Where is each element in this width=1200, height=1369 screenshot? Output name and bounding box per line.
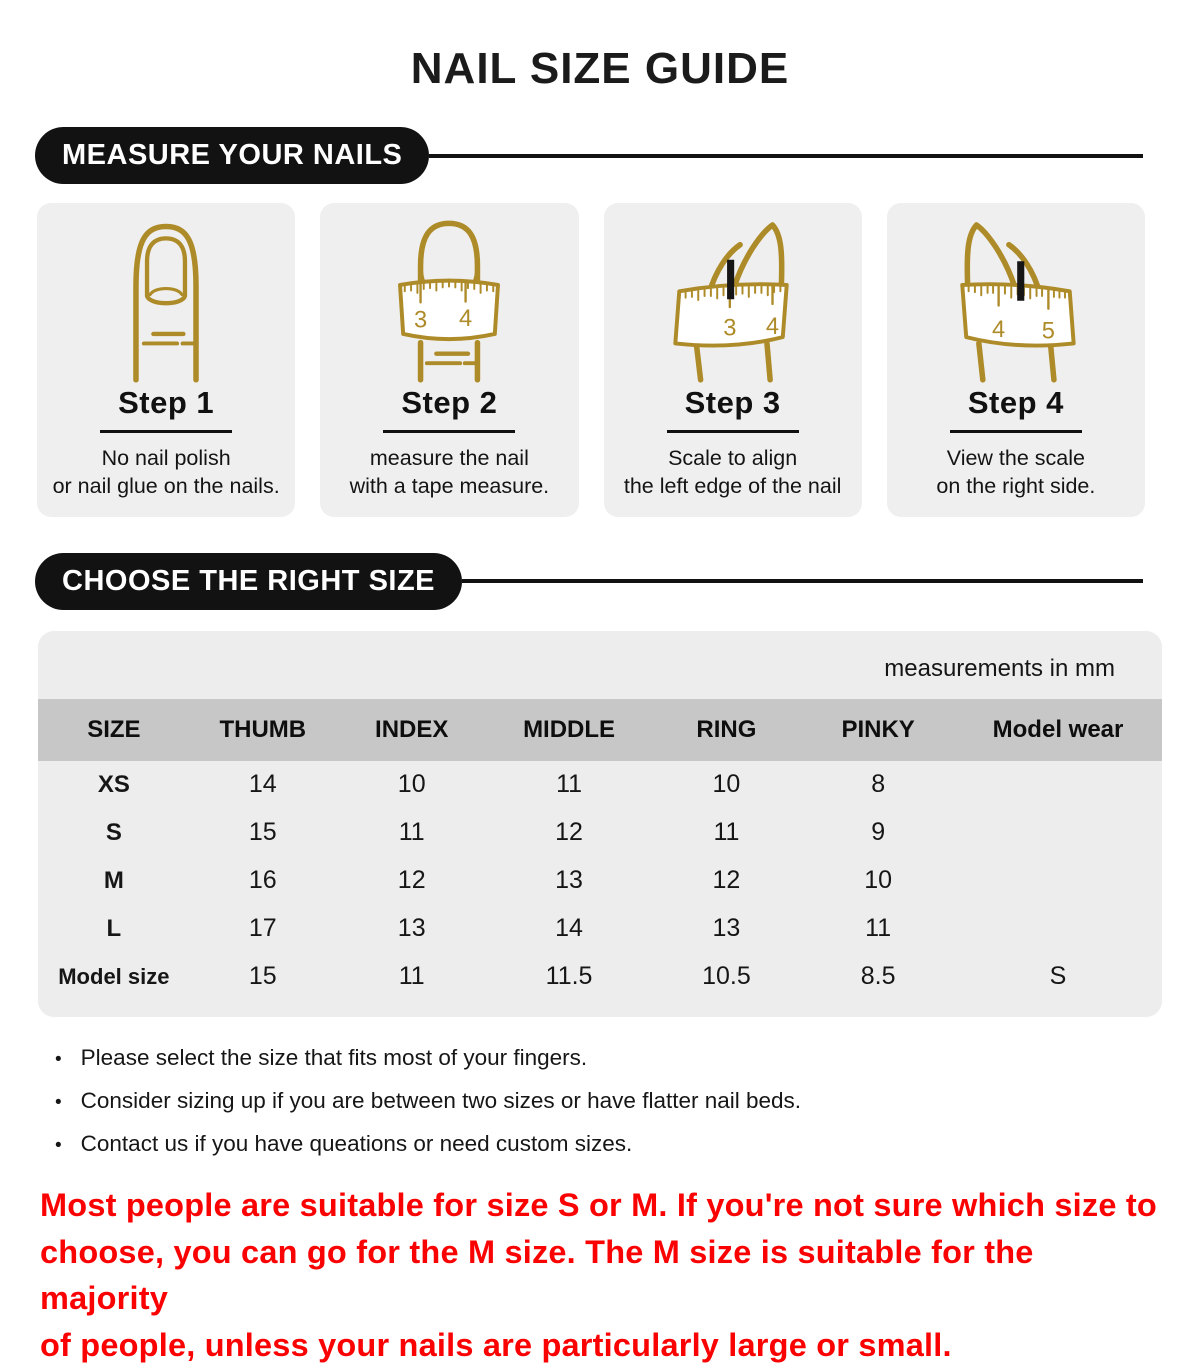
column-header-pinky: PINKY [841,715,915,743]
cell-value: 10 [864,866,893,895]
step-desc-line: the left edge of the nail [623,474,842,499]
cell-value: 10 [397,770,426,799]
ruler-number: 3 [414,307,428,334]
cell-value: 15 [248,818,277,847]
column-header-thumb: THUMB [219,715,307,743]
column-header-model-wear: Model wear [992,715,1124,743]
bullet-icon: • [55,1091,62,1113]
sizing-notes-list [55,1045,1200,1157]
measure-your-nails-label: MEASURE YOUR NAILS [35,127,429,184]
step-desc-line: or nail glue on the nails. [52,474,280,499]
cell-value: 11.5 [545,962,593,991]
size-label: S [105,818,122,846]
cell-value: 12 [712,866,741,895]
step-title: Step 1 [118,385,215,420]
unit-note: measurements in mm [884,654,1115,682]
ruler-number: 4 [765,313,779,340]
table-row-xs [38,761,1162,809]
column-header-middle: MIDDLE [523,715,616,743]
step-title: Step 3 [684,385,781,420]
step-card-4 [887,203,1145,517]
note-item [55,1131,1200,1157]
cell-value: 12 [555,818,583,847]
step-desc-line: View the scale [946,446,1085,470]
measure-steps-row [37,203,1145,517]
column-header-ring: RING [696,715,757,743]
cell-value: 8 [871,770,886,799]
column-header-index: INDEX [375,715,449,743]
choose-section-header [35,553,1200,610]
ruler-number: 3 [722,315,737,342]
step-title-underline [667,430,799,433]
table-row-model-size [38,953,1162,1001]
warning-line: Most people are suitable for size S or M. If you're not sure which size to [40,1186,1157,1223]
note-text: Contact us if you have queations or need custom sizes. [80,1130,633,1156]
cell-value: 16 [248,866,277,895]
step-description [610,444,856,501]
choose-the-right-size-label: CHOOSE THE RIGHT SIZE [35,553,462,610]
size-table-container [38,631,1162,1017]
page-title: NAIL SIZE GUIDE [410,44,790,93]
step-title: Step 2 [401,385,498,420]
size-label: Model size [58,963,170,989]
step-desc-line: measure the nail [369,446,529,470]
step-description [893,444,1139,501]
warning-line: of people, unless your nails are particularly large or small. [40,1327,952,1364]
table-row-m [38,857,1162,905]
cell-value [954,761,1162,809]
note-text: Please select the size that fits most of your fingers. [80,1044,588,1070]
size-label: XS [97,770,130,798]
cell-value: 10.5 [702,962,751,991]
table-row-l [38,905,1162,953]
note-text: Consider sizing up if you are between two sizes or have flatter nail beds. [80,1087,802,1113]
cell-value: 13 [712,914,741,943]
step-description [326,444,572,501]
step-title-underline [100,430,232,433]
warning-line: choose, you can go for the M size. The M size is suitable for the majority [40,1233,1034,1317]
finger-with-tape-measure-icon [370,217,528,383]
step-card-3 [604,203,862,517]
cell-value: 14 [248,770,277,799]
measure-section-header [35,127,1200,184]
cell-value: 11 [556,770,583,799]
cell-value: 10 [712,770,741,799]
ruler-number: 4 [991,317,1006,344]
size-table [38,699,1162,1001]
cell-value: 9 [871,818,886,847]
cell-value: 17 [248,914,277,943]
cell-value: 12 [397,866,426,895]
cell-value [954,809,1162,857]
column-header-size: SIZE [87,715,141,743]
cell-value: S [1049,962,1067,991]
step-desc-line: with a tape measure. [349,474,550,499]
step-desc-line: Scale to align [668,446,798,470]
section-divider-line [462,579,1143,583]
bare-finger-nail-icon [87,217,245,383]
cell-value: 15 [248,962,277,991]
step-description [43,444,289,501]
table-header-row [38,699,1162,761]
cell-value [954,905,1162,953]
cell-value: 11 [398,962,425,991]
note-item [55,1045,1200,1071]
size-label: M [103,866,124,894]
size-recommendation-text [40,1182,1160,1369]
cell-value: 13 [397,914,426,943]
cell-value: 14 [555,914,583,943]
bullet-icon: • [55,1134,62,1156]
cell-value: 13 [555,866,583,895]
cell-value: 8.5 [860,962,896,991]
cell-value: 11 [865,914,892,943]
cell-value: 11 [713,818,740,847]
cell-value [954,857,1162,905]
step-title-underline [383,430,515,433]
note-item [55,1088,1200,1114]
step-card-1 [37,203,295,517]
step-desc-line: on the right side. [936,474,1096,499]
ruler-number: 4 [459,306,473,333]
tape-aligned-left-edge-icon [654,217,812,383]
tape-read-right-side-icon [937,217,1095,383]
bullet-icon: • [55,1048,62,1070]
step-title: Step 4 [967,385,1064,420]
step-desc-line: No nail polish [101,446,231,470]
ruler-number: 5 [1041,318,1055,345]
step-card-2 [320,203,578,517]
step-title-underline [950,430,1082,433]
size-label: L [106,914,122,942]
table-row-s [38,809,1162,857]
cell-value: 11 [398,818,425,847]
section-divider-line [429,154,1143,158]
